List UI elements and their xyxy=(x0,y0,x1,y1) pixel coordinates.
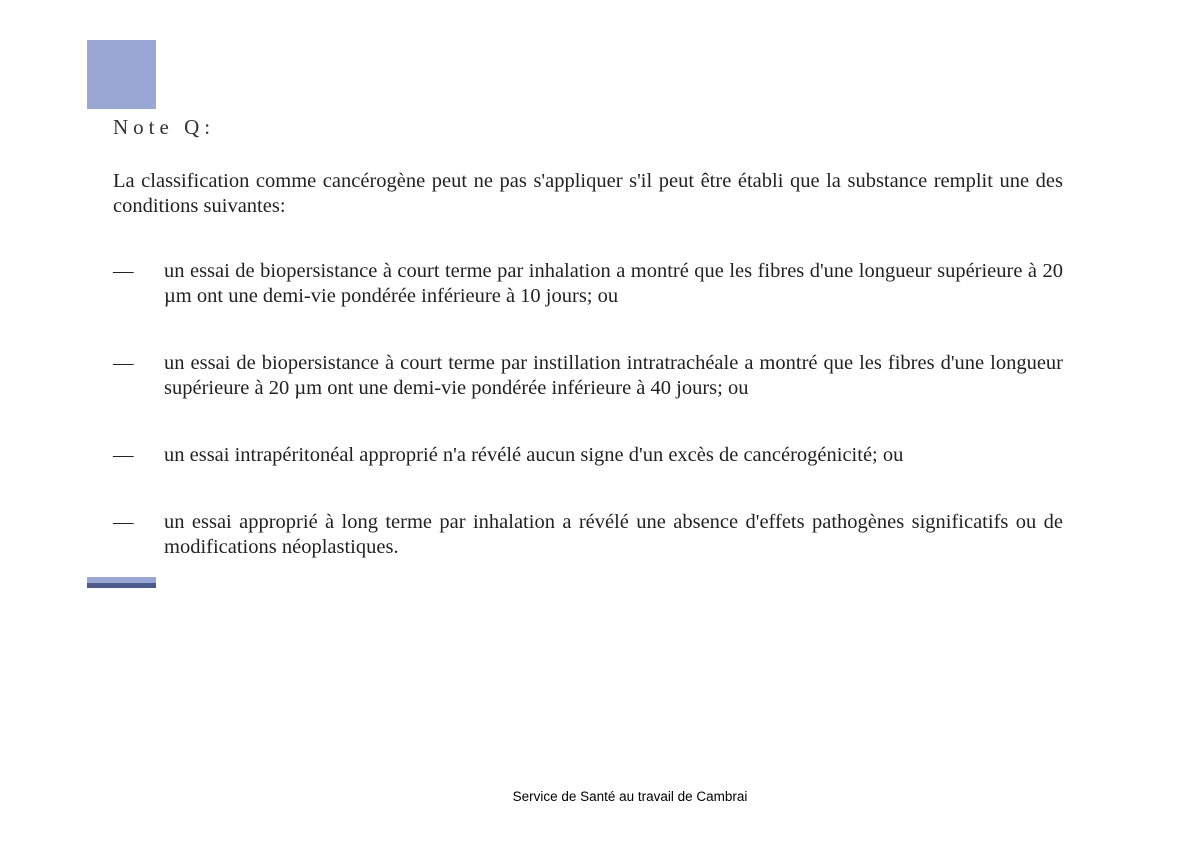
condition-text: un essai intrapéritonéal approprié n'a révélé aucun signe d'un excès de cancérogénicité; ou xyxy=(164,444,904,466)
condition-item xyxy=(113,259,1063,309)
intro-paragraph: La classification comme cancérogène peut ne pas s'appliquer s'il peut être établi que la substance remplit une des conditions suivantes: xyxy=(113,170,1063,217)
condition-text: un essai de biopersistance à court terme par inhalation a montré que les fibres d'une longueur supérieure à 20 µm ont une demi-vie pondérée inférieure à 10 jours; ou xyxy=(164,260,1063,307)
dash-marker: — xyxy=(113,260,134,282)
condition-text: un essai de biopersistance à court terme par instillation intratrachéale a montré que les fibres d'une longueur supérieure à 20 µm ont une demi-vie pondérée inférieure à 40 jours; ou xyxy=(164,352,1063,399)
condition-text: un essai approprié à long terme par inhalation a révélé une absence d'effets pathogènes significatifs ou de modifications néoplastiques. xyxy=(164,511,1063,558)
decorative-bar-dark xyxy=(87,583,156,588)
dash-marker: — xyxy=(113,511,134,533)
condition-item xyxy=(113,351,1063,401)
condition-item xyxy=(113,443,1063,468)
decorative-corner-square xyxy=(87,40,156,109)
page-footer: Service de Santé au travail de Cambrai xyxy=(512,789,748,804)
note-title: Note Q: xyxy=(113,115,216,139)
condition-item xyxy=(113,510,1063,560)
dash-marker: — xyxy=(113,444,134,466)
dash-marker: — xyxy=(113,352,134,374)
